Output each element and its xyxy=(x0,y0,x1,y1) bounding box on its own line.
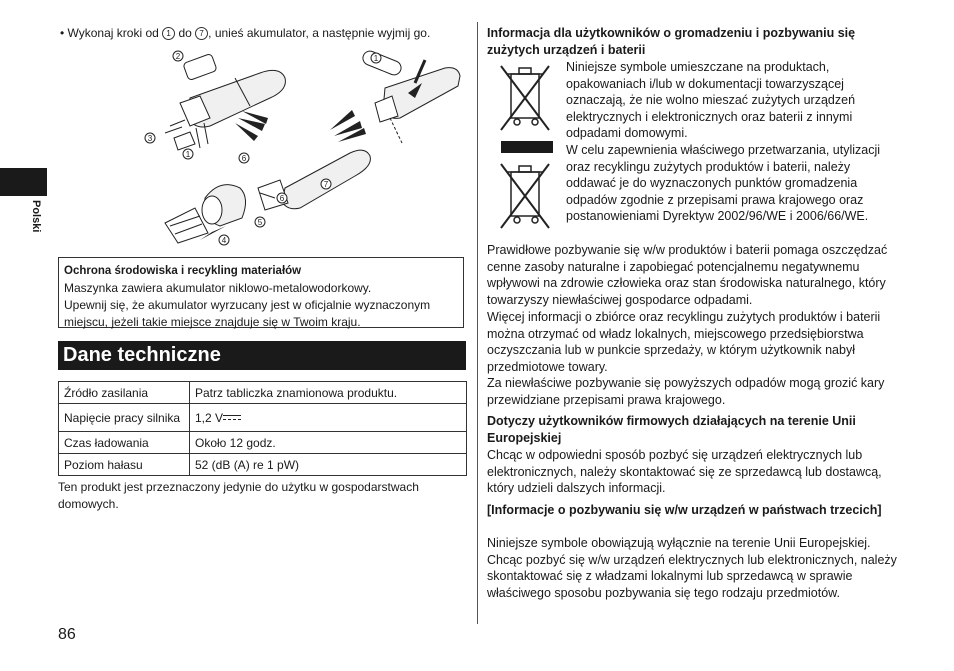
eu-business-body: Chcąc w odpowiedni sposób pozbyć się urządzeń elektrycznych lub elektronicznych, należy skontaktować się ze sprzedawcą lub dostawcą, który udzieli dalszych informacji. xyxy=(487,448,882,495)
disposal-title: Informacja dla użytkowników o gromadzeniu i pozbywaniu się zużytych urządzeń i baterii xyxy=(487,26,856,57)
spec-label: Źródło zasilania xyxy=(59,382,190,404)
svg-text:4: 4 xyxy=(221,236,227,245)
disposal-paragraph-4: Więcej informacji o zbiórce oraz recyklingu zużytych produktów i baterii można otrzymać od władz lokalnych, miejscowego przedsiębiorstwa oczyszczania lub w punkcie sprzedaży, w którym użytkownik nabył przedmiotowe towary. xyxy=(487,310,881,374)
table-row xyxy=(59,454,467,476)
non-eu-body: Niniejsze symbole obowiązują wyłącznie na terenie Unii Europejskiej. Chcąc pozbyć się w/w urządzeń elektrycznych lub elektronicznych, należy skontaktować się z władzami lokalnymi lub sprzedawcą w sprawie właściwego sposobu pozbywania się tego rodzaju przedmiotów. xyxy=(487,536,897,600)
environment-box xyxy=(58,257,464,328)
crossed-bin-icon xyxy=(495,60,555,135)
svg-text:1: 1 xyxy=(185,150,191,159)
disposal-paragraph-5: Za niewłaściwe pozbywanie się powyższych odpadów mogą grozić kary przewidziane przepisami prawa krajowego. xyxy=(487,376,885,407)
table-row xyxy=(59,404,467,432)
spec-value: Około 12 godz. xyxy=(190,432,467,454)
page-number: 86 xyxy=(58,626,76,643)
non-eu-title: [Informacje o pozbywaniu się w/w urządzeń w państwach trzecich] xyxy=(487,503,882,517)
spec-value: 52 (dB (A) re 1 pW) xyxy=(190,454,467,476)
spec-table xyxy=(58,381,467,476)
svg-text:6: 6 xyxy=(241,154,247,163)
svg-text:5: 5 xyxy=(257,218,263,227)
spec-label: Czas ładowania xyxy=(59,432,190,454)
spec-value-cell xyxy=(190,404,467,432)
step-to-number: 7 xyxy=(195,27,208,40)
eu-business-title: Dotyczy użytkowników firmowych działających na terenie Unii Europejskiej xyxy=(487,414,856,445)
steps-instruction xyxy=(60,26,430,40)
svg-text:2: 2 xyxy=(175,52,181,61)
crossed-bin-battery-icon xyxy=(495,158,555,233)
language-label: Polski xyxy=(30,200,42,233)
disposal-paragraph-2: W celu zapewnienia właściwego przetwarzania, utylizacji oraz recyklingu zużytych produktów i baterii, należy oddawać je do wyznaczonych punktów gromadzenia odpadów zgodnie z przepisami prawa krajowego oraz postanowieniami Dyrektyw 2002/96/WE i 2006/66/WE. xyxy=(566,143,881,223)
battery-removal-illustration xyxy=(140,48,470,253)
svg-text:6: 6 xyxy=(279,194,285,203)
spec-value: 1,2 V xyxy=(195,410,224,425)
table-row xyxy=(59,432,467,454)
steps-prefix: • Wykonaj kroki od xyxy=(60,26,163,40)
dc-symbol-icon xyxy=(223,414,241,422)
table-row xyxy=(59,382,467,404)
bin-underline-bar xyxy=(501,141,553,153)
environment-line-1: Maszynka zawiera akumulator niklowo-metalowodorkowy. xyxy=(64,281,372,295)
tech-data-heading: Dane techniczne xyxy=(58,341,466,370)
language-tab xyxy=(0,168,47,196)
household-use-note: Ten produkt jest przeznaczony jedynie do użytku w gospodarstwach domowych. xyxy=(58,480,419,511)
environment-line-2: Upewnij się, że akumulator wyrzucany jest w oficjalnie wyznaczonym miejscu, jeżeli takie miejsce znajduje się w Twoim kraju. xyxy=(64,298,431,329)
disposal-paragraph-3: Prawidłowe pozbywanie się w/w produktów i baterii pomaga oszczędzać cenne zasoby naturalne i zapobiegać potencjalnemu negatywnemu wpływowi na zdrowie człowieka oraz stan środowiska naturalnego, który towarzyszy niewłaściwej gospodarce odpadami. xyxy=(487,243,888,307)
svg-text:3: 3 xyxy=(147,134,153,143)
svg-text:1: 1 xyxy=(373,54,379,63)
steps-middle: do xyxy=(175,26,196,40)
steps-suffix: , unieś akumulator, a następnie wyjmij go. xyxy=(208,26,431,40)
disposal-paragraph-1: Niniejsze symbole umieszczane na produktach, opakowaniach i/lub w dokumentacji towarzyszącej oznaczają, że nie wolno mieszać zużytych urządzeń elektrycznych i elektronicznych oraz baterii z innymi odpadami domowymi. xyxy=(566,60,856,140)
column-divider xyxy=(477,22,478,624)
spec-value: Patrz tabliczka znamionowa produktu. xyxy=(190,382,467,404)
spec-label: Poziom hałasu xyxy=(59,454,190,476)
environment-title: Ochrona środowiska i recykling materiałów xyxy=(64,265,302,277)
step-from-number: 1 xyxy=(162,27,175,40)
spec-label: Napięcie pracy silnika xyxy=(59,404,190,432)
svg-text:7: 7 xyxy=(323,180,329,189)
